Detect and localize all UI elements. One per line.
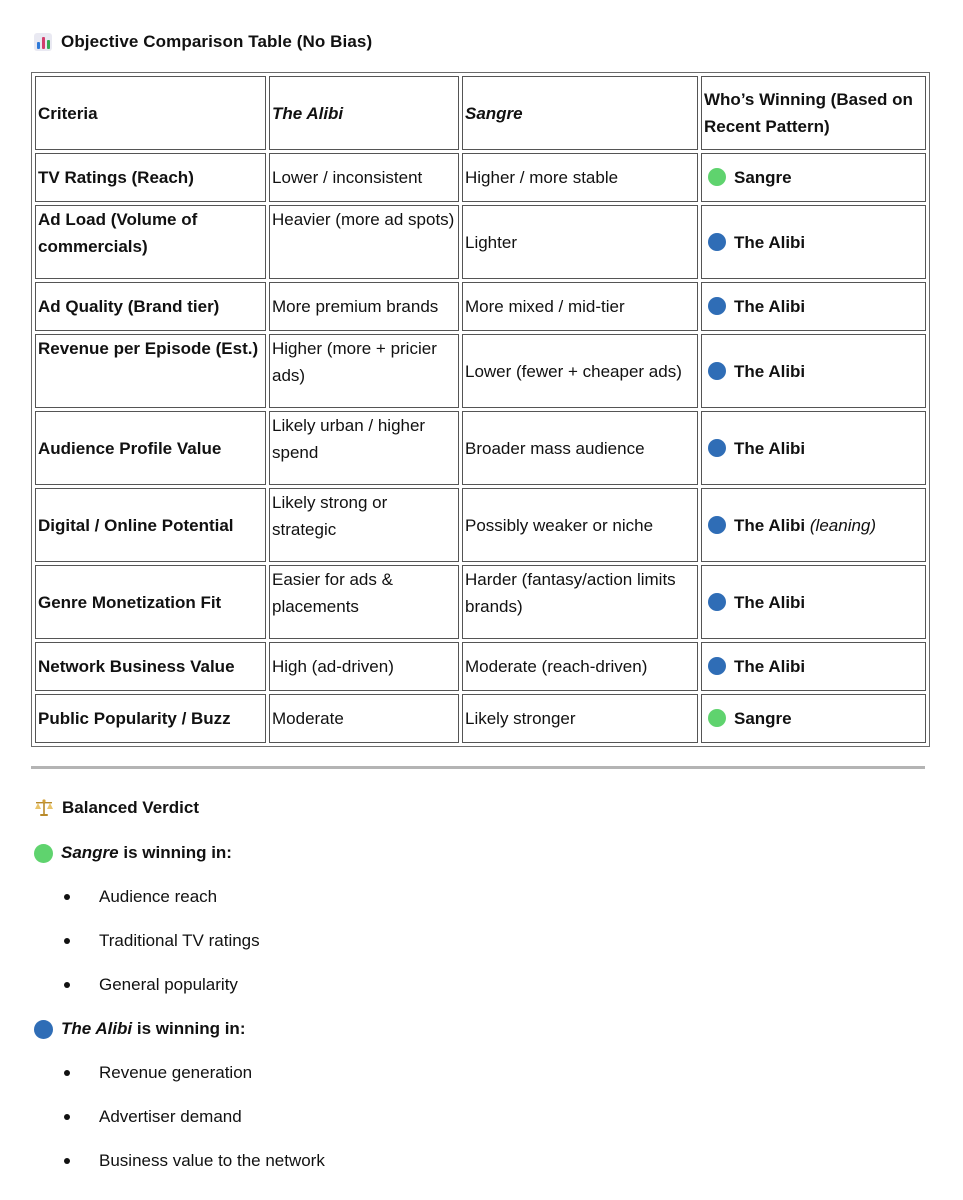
- comparison-table: [31, 72, 930, 747]
- the-alibi-cell: Moderate: [269, 694, 459, 743]
- green-circle-icon: [34, 844, 53, 863]
- table-row: [35, 205, 926, 279]
- sangre-cell: Moderate (reach-driven): [462, 642, 698, 691]
- list-item: [64, 1104, 325, 1148]
- bullet-icon: [64, 894, 70, 900]
- blue-circle-icon: [34, 1020, 53, 1039]
- the-alibi-cell: Heavier (more ad spots): [269, 205, 459, 279]
- winner-label: Sangre: [734, 168, 792, 187]
- winner-cell: [701, 153, 926, 202]
- winner-label: The Alibi: [734, 297, 806, 316]
- blue-circle-icon: [708, 297, 726, 315]
- bullet-icon: [64, 982, 70, 988]
- blue-circle-icon: [708, 593, 726, 611]
- list-item: [64, 1060, 325, 1104]
- table-row: [35, 642, 926, 691]
- the-alibi-cell: Lower / inconsistent: [269, 153, 459, 202]
- the-alibi-cell: High (ad-driven): [269, 642, 459, 691]
- table-heading: [34, 30, 372, 54]
- winner-cell: [701, 642, 926, 691]
- green-circle-icon: [708, 709, 726, 727]
- sangre-cell: Likely stronger: [462, 694, 698, 743]
- list-item-text: Revenue generation: [99, 1063, 253, 1082]
- blue-circle-icon: [708, 657, 726, 675]
- table-row: [35, 565, 926, 639]
- sangre-cell: Higher / more stable: [462, 153, 698, 202]
- header-sangre: Sangre: [462, 76, 698, 150]
- criteria-cell: Revenue per Episode (Est.): [35, 334, 266, 408]
- table-row: [35, 282, 926, 331]
- sangre-cell: Lower (fewer + cheaper ads): [462, 334, 698, 408]
- balance-scale-icon: [34, 798, 54, 818]
- winner-label: The Alibi: [734, 657, 806, 676]
- sangre-name: Sangre: [61, 843, 119, 862]
- list-item: [64, 972, 260, 1016]
- alibi-winning-suffix: is winning in:: [132, 1019, 246, 1038]
- sangre-cell: Lighter: [462, 205, 698, 279]
- winner-label: The Alibi: [734, 361, 806, 381]
- sangre-winning-heading: [34, 840, 232, 866]
- bar-chart-icon: [34, 33, 52, 51]
- alibi-winning-heading: [34, 1016, 245, 1042]
- header-winner: Who’s Winning (Based on Recent Pattern): [701, 76, 926, 150]
- winner-cell: [701, 334, 926, 408]
- alibi-name: The Alibi: [61, 1019, 133, 1038]
- alibi-winning-list: [64, 1060, 325, 1192]
- table-row: [35, 153, 926, 202]
- winner-label: The Alibi: [734, 232, 806, 252]
- list-item-text: Advertiser demand: [99, 1107, 242, 1126]
- the-alibi-cell: Higher (more + pricier ads): [269, 334, 459, 408]
- the-alibi-cell: Easier for ads & placements: [269, 565, 459, 639]
- criteria-cell: Genre Monetization Fit: [35, 565, 266, 639]
- table-heading-text: Objective Comparison Table (No Bias): [61, 32, 373, 51]
- sangre-cell: Possibly weaker or niche: [462, 488, 698, 562]
- table-row: [35, 488, 926, 562]
- criteria-cell: Ad Load (Volume of commercials): [35, 205, 266, 279]
- list-item-text: Business value to the network: [99, 1151, 325, 1170]
- bullet-icon: [64, 1158, 70, 1164]
- table-row: [35, 334, 926, 408]
- criteria-cell: Ad Quality (Brand tier): [35, 282, 266, 331]
- table-row: [35, 694, 926, 743]
- list-item-text: Traditional TV ratings: [99, 931, 260, 950]
- header-criteria: Criteria: [35, 76, 266, 150]
- list-item: [64, 884, 260, 928]
- winner-label: Sangre: [734, 709, 792, 728]
- criteria-cell: Public Popularity / Buzz: [35, 694, 266, 743]
- sangre-cell: Broader mass audience: [462, 411, 698, 485]
- criteria-cell: TV Ratings (Reach): [35, 153, 266, 202]
- criteria-cell: Digital / Online Potential: [35, 488, 266, 562]
- winner-label: The Alibi: [734, 515, 806, 535]
- bullet-icon: [64, 938, 70, 944]
- winner-note: (leaning): [809, 515, 877, 535]
- list-item-text: General popularity: [99, 975, 238, 994]
- winner-cell: [701, 205, 926, 279]
- winner-label: The Alibi: [734, 438, 806, 458]
- winner-cell: [701, 282, 926, 331]
- list-item: [64, 928, 260, 972]
- table-header-row: [35, 76, 926, 150]
- table-row: [35, 411, 926, 485]
- winner-cell: [701, 411, 926, 485]
- winner-cell: [701, 694, 926, 743]
- the-alibi-cell: Likely urban / higher spend: [269, 411, 459, 485]
- bullet-icon: [64, 1114, 70, 1120]
- sangre-winning-list: [64, 884, 260, 1016]
- blue-circle-icon: [708, 233, 726, 251]
- sangre-winning-suffix: is winning in:: [118, 843, 232, 862]
- criteria-cell: Audience Profile Value: [35, 411, 266, 485]
- header-the-alibi: The Alibi: [269, 76, 459, 150]
- sangre-cell: More mixed / mid-tier: [462, 282, 698, 331]
- green-circle-icon: [708, 168, 726, 186]
- blue-circle-icon: [708, 439, 726, 457]
- blue-circle-icon: [708, 516, 726, 534]
- winner-label: The Alibi: [734, 592, 806, 612]
- blue-circle-icon: [708, 362, 726, 380]
- winner-cell: [701, 488, 926, 562]
- the-alibi-cell: Likely strong or strategic: [269, 488, 459, 562]
- section-divider: [31, 766, 925, 769]
- verdict-heading-text: Balanced Verdict: [62, 798, 200, 817]
- bullet-icon: [64, 1070, 70, 1076]
- winner-cell: [701, 565, 926, 639]
- list-item-text: Audience reach: [99, 887, 218, 906]
- list-item: [64, 1148, 325, 1192]
- sangre-cell: Harder (fantasy/action limits brands): [462, 565, 698, 639]
- the-alibi-cell: More premium brands: [269, 282, 459, 331]
- criteria-cell: Network Business Value: [35, 642, 266, 691]
- verdict-heading: [34, 795, 199, 821]
